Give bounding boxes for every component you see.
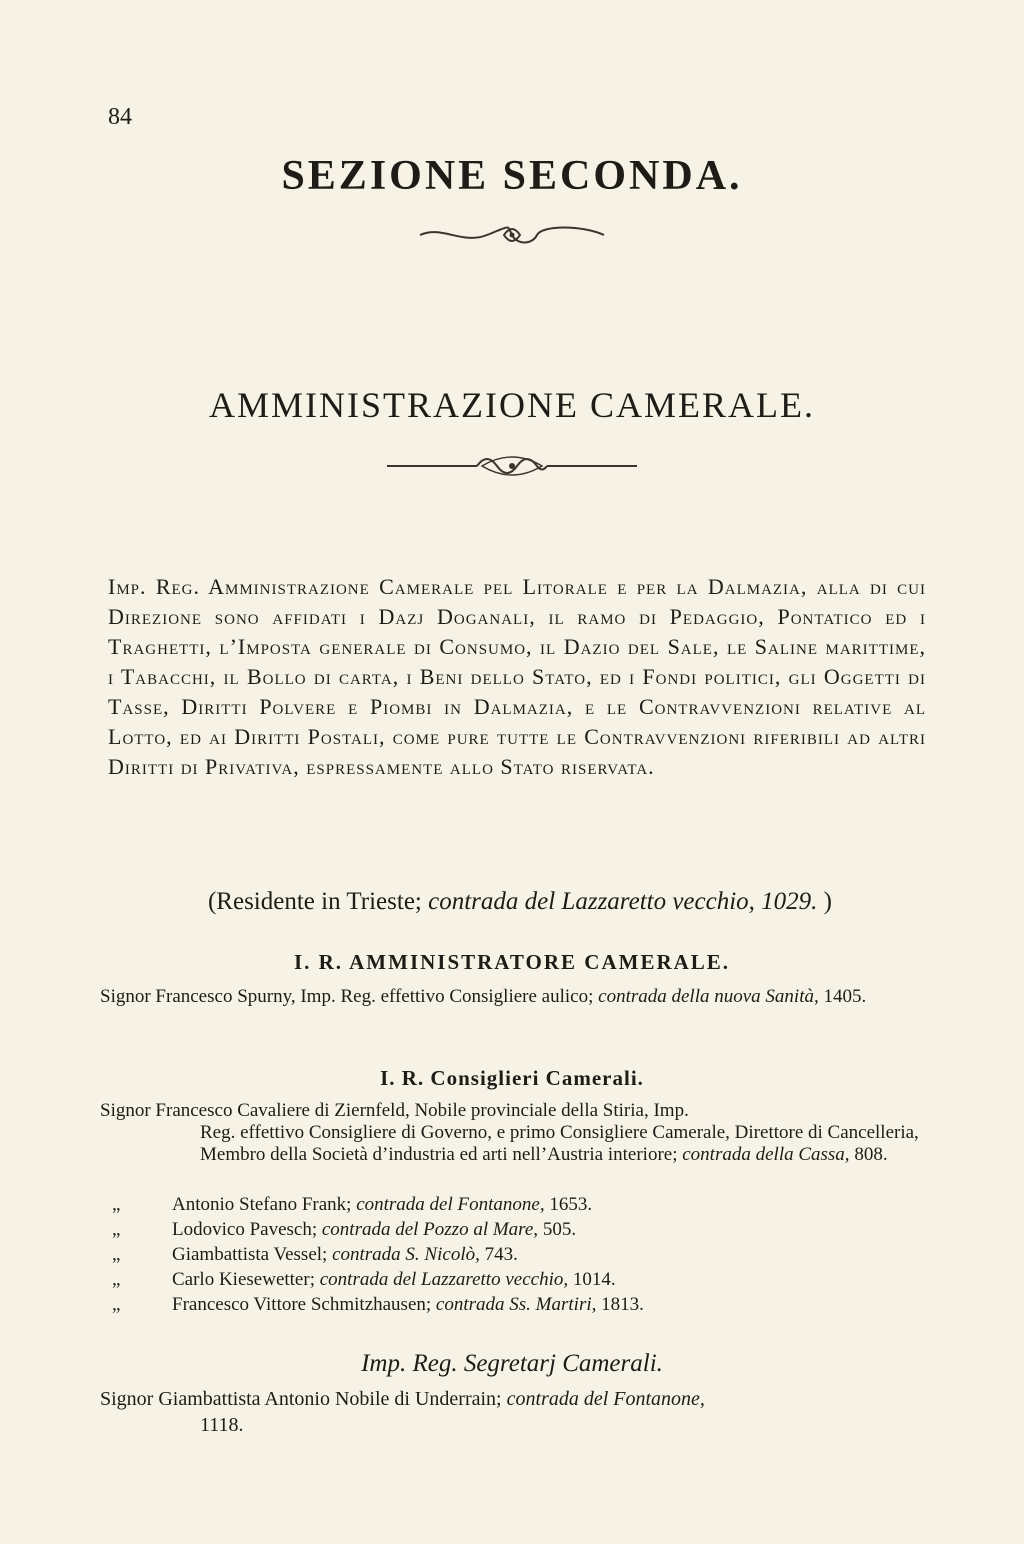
intro-paragraph: Imp. Reg. Amministrazione Camerale pel Litorale e per la Dalmazia, alla di cui Direzione sono affidati i Dazj Doganali, il ramo di Pedaggio, Pontatico ed i Traghetti, l’Imposta generale di Consumo, il Dazio del Sale, le Saline marittime, i Tabacchi, il Bollo di carta, i Beni dello Stato, ed i Fondi politici, gli Oggetti di Tasse, Diritti Polvere e Piombi in Dalmazia, e le Contravvenzioni relative al Lotto, ed ai Diritti Postali, come pure tutte le Contravvenzioni riferibili ad altri Diritti di Privativa, espressamente allo Stato riservata. (108, 574, 926, 779)
administrator-address: contrada della nuova Sanità, (598, 986, 819, 1007)
residence-address: contrada del Lazzaretto vecchio, 1029. (428, 888, 818, 915)
consigliere-number: 505. (542, 1219, 577, 1240)
consigliere-first-cont-text: Reg. effettivo Consigliere di Governo, e primo Consigliere Camerale, Direttore di Cancelleria, Membro della Società d’industria ed arti nell’Austria interiore; (200, 1122, 919, 1165)
consiglieri-list (112, 1192, 926, 1317)
flourish-icon (412, 220, 612, 250)
administrator-text: Signor Francesco Spurny, Imp. Reg. effettivo Consigliere aulico; (100, 986, 594, 1007)
administrator-number: 1405. (823, 986, 867, 1007)
segretario-number: 1118. (200, 1414, 244, 1436)
section-title: SEZIONE SECONDA. (281, 153, 743, 199)
consigliere-first-continuation (100, 1122, 926, 1166)
list-item (112, 1192, 926, 1217)
consigliere-address: contrada del Pozzo al Mare, (321, 1219, 539, 1240)
segretario-address: contrada del Fontanone, (506, 1388, 705, 1410)
consigliere-first-address: contrada della Cassa, (682, 1144, 850, 1165)
consigliere-name: Giambattista Vessel; (172, 1244, 328, 1265)
consigliere-number: 1653. (549, 1194, 593, 1215)
consigliere-name: Francesco Vittore Schmitzhausen; (172, 1294, 432, 1315)
consigliere-address: contrada Ss. Martiri, (435, 1294, 597, 1315)
consigliere-number: 1014. (572, 1269, 616, 1290)
list-item (112, 1267, 926, 1292)
ditto-mark: „ (112, 1269, 121, 1290)
consigliere-number: 1813. (601, 1294, 644, 1315)
consigliere-name: Lodovico Pavesch; (172, 1219, 318, 1240)
residence-close: ) (823, 888, 832, 915)
administrator-heading: I. R. AMMINISTRATORE CAMERALE. (293, 950, 731, 974)
residence-open: (Residente in Trieste; (207, 888, 422, 915)
segretari-heading: Imp. Reg. Segretarj Camerali. (361, 1350, 663, 1377)
consigliere-first-entry (100, 1100, 926, 1166)
ornament-divider-top (0, 220, 1024, 255)
segretario-text: Signor Giambattista Antonio Nobile di Underrain; (100, 1388, 502, 1410)
ornament-divider-middle (0, 448, 1024, 489)
administrator-entry (100, 986, 926, 1008)
consigliere-address: contrada del Fontanone, (356, 1194, 545, 1215)
consigliere-first-number: 808. (854, 1144, 888, 1165)
segretario-entry (100, 1386, 926, 1438)
list-item (112, 1217, 926, 1242)
consigliere-name: Antonio Stefano Frank; (172, 1194, 352, 1215)
scroll-ornament-icon (377, 448, 647, 484)
ditto-mark: „ (112, 1294, 121, 1315)
ditto-mark: „ (112, 1219, 121, 1240)
page-number: 84 (108, 104, 132, 130)
consigliere-first-line: Signor Francesco Cavaliere di Ziernfeld, Nobile provinciale della Stiria, Imp. (100, 1100, 689, 1121)
main-title: AMMINISTRAZIONE CAMERALE. (209, 385, 815, 425)
ditto-mark: „ (112, 1244, 121, 1265)
list-item (112, 1242, 926, 1267)
consigliere-address: contrada S. Nicolò, (332, 1244, 480, 1265)
list-item (112, 1292, 926, 1317)
residence-line (100, 888, 940, 916)
consiglieri-heading: I. R. Consiglieri Camerali. (380, 1066, 644, 1090)
consigliere-name: Carlo Kiesewetter; (172, 1269, 315, 1290)
consigliere-address: contrada del Lazzaretto vecchio, (319, 1269, 569, 1290)
ditto-mark: „ (112, 1194, 121, 1215)
consigliere-number: 743. (484, 1244, 518, 1265)
